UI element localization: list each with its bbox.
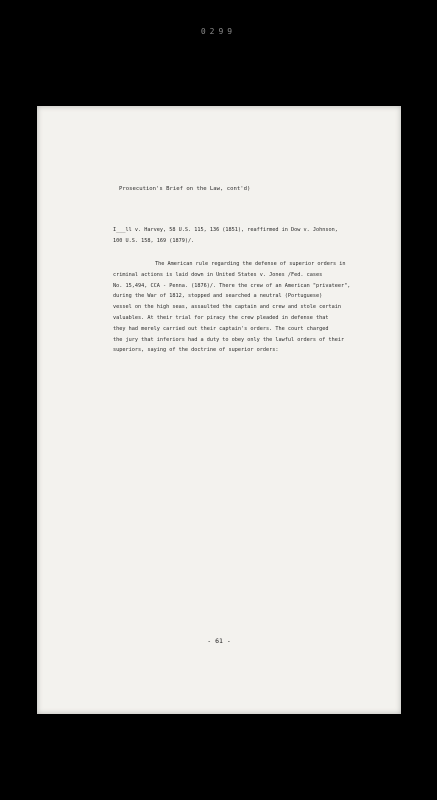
text-line: No. 15,494, CCA - Penna. (1876)/. There the crew of an American "privateer", (113, 282, 351, 289)
text-line: I___ll v. Harvey, 58 U.S. 115, 136 (1851), reaffirmed in Dow v. Johnson, (113, 227, 338, 233)
text-line: 100 U.S. 158, 169 (1879)/. (113, 237, 195, 244)
text-line: valuables. At their trial for piracy the crew pleaded in defense that (113, 314, 329, 321)
text-line: vessel on the high seas, assaulted the captain and crew and stole certain (113, 304, 341, 311)
text-line: superiors, saying of the doctrine of superior orders: (113, 347, 279, 354)
microfilm-frame-number: 0299 (200, 27, 237, 36)
citation-paragraph (113, 225, 393, 247)
document-page (37, 106, 401, 714)
body-paragraph (113, 259, 393, 356)
text-line: criminal actions is laid down in United States v. Jones /Fed. cases (113, 271, 323, 278)
page-number: - 61 - (207, 637, 231, 645)
text-line: the jury that inferiors had a duty to obey only the lawful orders of their (113, 336, 345, 343)
page-header: Prosecution's Brief on the Law, cont'd) (119, 186, 251, 192)
text-line: during the War of 1812, stopped and searched a neutral (Portuguese) (113, 293, 323, 300)
text-line: they had merely carried out their captain's orders. The court charged (113, 325, 329, 332)
text-line: The American rule regarding the defense of superior orders in (155, 261, 346, 267)
